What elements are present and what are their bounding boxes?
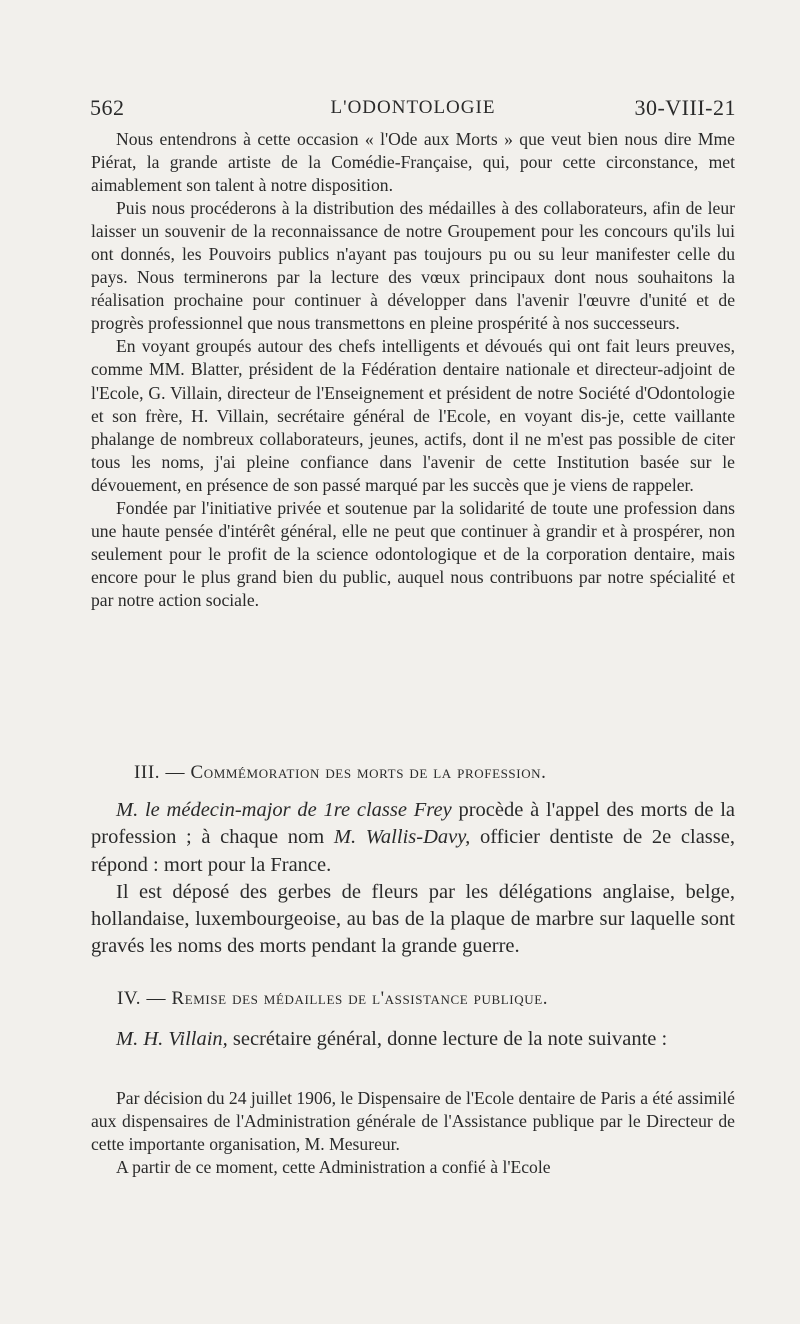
text-run: officier dentiste de 2e classe, répond : mort pour la France. xyxy=(91,826,735,876)
paragraph: A partir de ce moment, cette Administration a confié à l'Ecole xyxy=(116,1157,551,1178)
paragraph: Nous entendrons à cette occasion « l'Ode aux Morts » que veut bien nous dire Mme Piérat, la grande artiste de la Comédie-Française, qui, pour cette circonstance, met aimablement son talent à notre disposition. xyxy=(91,129,735,196)
intro-text xyxy=(91,128,735,612)
paragraph: Fondée par l'initiative privée et soutenue par la solidarité de toute une profession dans une haute pensée d'intérêt général, elle ne peut que continuer à grandir et à prospérer, non seulement pour le profit de la science odontologique et de la corporation dentaire, mais encore pour le plus grand bien du public, auquel nous contribuons par notre spécialité et par notre action sociale. xyxy=(91,497,735,610)
section-title: Remise des médailles de l'assistance publique. xyxy=(171,988,549,1009)
section-number: IV. — xyxy=(117,988,172,1009)
text-run: secrétaire général, donne lecture de la note suivante : xyxy=(227,1028,668,1050)
speaker-name: M. le médecin-major de 1re classe Frey xyxy=(116,799,452,821)
paragraph: Puis nous procéderons à la distribution des médailles à des collaborateurs, afin de leur laisser un souvenir de la reconnaissance de notre Groupement pour les concours qu'ils lui ont donnés, les Pouvoirs publics n'ayant pas toujours pu ou su leur manifester celle du pays. Nous terminerons par la lecture des vœux principaux dont nous souhaitons la réalisation prochaine pour continuer à développer dans l'avenir l'œuvre d'unité et de progrès professionnel que nous transmettons en pleine prospérité à nos successeurs. xyxy=(91,198,735,334)
section-iv-intro xyxy=(91,1026,735,1053)
section-heading-iv xyxy=(117,988,737,1010)
paragraph: Par décision du 24 juillet 1906, le Dispensaire de l'Ecole dentaire de Paris a été assimilé aux dispensaires de l'Administration générale de l'Assistance publique par le Directeur de cette importante organisation, M. Mesureur. xyxy=(91,1088,735,1155)
issue-date: 30-VIII-21 xyxy=(634,95,736,120)
running-header xyxy=(90,95,736,125)
paragraph: Il est déposé des gerbes de fleurs par les délégations anglaise, belge, hollandaise, luxembourgeoise, au bas de la plaque de marbre sur laquelle sont gravés les noms des morts pendant la grande guerre. xyxy=(91,880,735,958)
paragraph xyxy=(91,797,735,879)
section-heading-iii xyxy=(134,762,754,784)
section-number: III. — xyxy=(134,762,191,783)
journal-title: L'ODONTOLOGIE xyxy=(330,97,496,118)
honoree-name: M. Wallis-Davy, xyxy=(333,826,471,849)
text-run: procède à l'appel des morts de la profession ; à chaque nom xyxy=(91,799,735,849)
paragraph: En voyant groupés autour des chefs intelligents et dévoués qui ont fait leurs preuves, comme MM. Blatter, président de la Fédération dentaire nationale et directeur-adjoint de l'Ecole, G. Villain, directeur de l'Enseignement et président de notre Société d'Odontologie et son frère, H. Villain, secrétaire général de l'Ecole, en voyant dis-je, cette vaillante phalange de nombreux collaborateurs, jeunes, actifs, dont il ne m'est pas possible de citer tous les noms, j'ai pleine confiance dans l'avenir de cette Institution basée sur le dévouement, en présence de son passé marqué par les succès que je viens de rappeler. xyxy=(91,336,735,495)
section-iii-text xyxy=(91,797,735,961)
speaker-name: M. H. Villain, xyxy=(116,1028,228,1050)
note-text xyxy=(91,1087,735,1179)
page-number: 562 xyxy=(90,95,125,120)
section-title: Commémoration des morts de la profession. xyxy=(190,762,547,783)
paragraph xyxy=(91,1026,735,1053)
